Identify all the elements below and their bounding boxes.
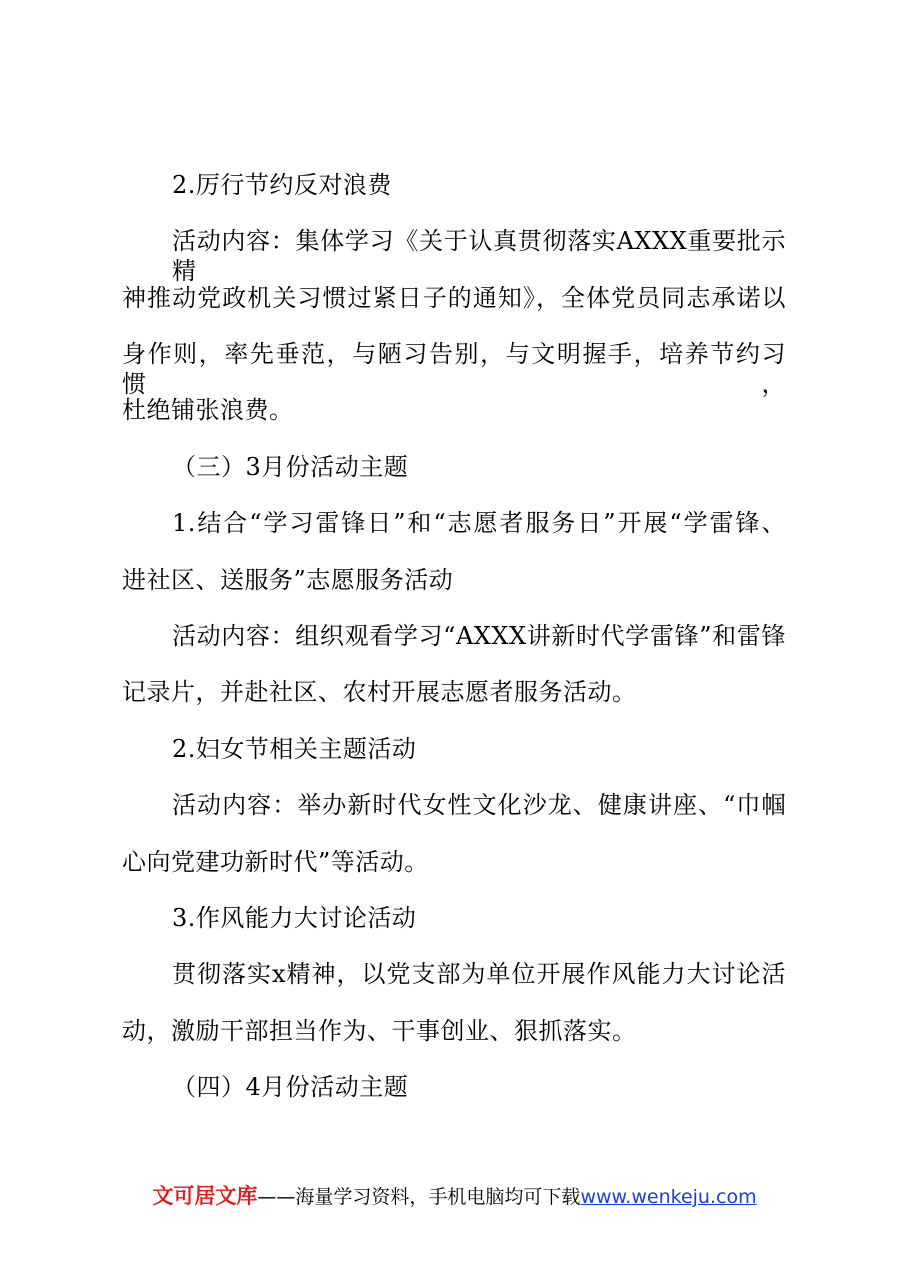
item-heading-volunteer-cont: 进社区、送服务”志愿服务活动 bbox=[122, 566, 454, 594]
footer-link[interactable]: www.wenkeju.com bbox=[580, 1186, 757, 1208]
item-heading-womens-day: 2.妇女节相关主题活动 bbox=[172, 735, 417, 763]
paragraph-line: 动，激励干部担当作为、干事创业、狠抓落实。 bbox=[122, 1017, 637, 1045]
paragraph-line: 记录片，并赴社区、农村开展志愿者服务活动。 bbox=[122, 678, 637, 706]
footer-banner bbox=[0, 1182, 909, 1211]
paragraph-line: 贯彻落实x精神，以党支部为单位开展作风能力大讨论活 bbox=[172, 960, 786, 988]
section-heading-april: （四）4月份活动主题 bbox=[172, 1073, 409, 1101]
paragraph-line: 身作则，率先垂范，与陋习告别，与文明握手，培养节约习惯， bbox=[122, 340, 786, 398]
footer-slogan: ——海量学习资料，手机电脑均可下载 bbox=[257, 1186, 581, 1208]
footer-brand: 文可居文库 bbox=[152, 1184, 258, 1208]
section-heading-march: （三）3月份活动主题 bbox=[172, 453, 409, 481]
paragraph-line: 心向党建功新时代”等活动。 bbox=[122, 848, 429, 876]
paragraph-line: 活动内容：集体学习《关于认真贯彻落实AXXX重要批示精 bbox=[172, 227, 786, 285]
item-heading-volunteer: 1.结合“学习雷锋日”和“志愿者服务日”开展“学雷锋、 bbox=[172, 509, 786, 537]
item-heading-frugality: 2.厉行节约反对浪费 bbox=[172, 171, 392, 199]
paragraph-line: 活动内容：组织观看学习“AXXX讲新时代学雷锋”和雷锋 bbox=[172, 622, 786, 650]
item-heading-work-style: 3.作风能力大讨论活动 bbox=[172, 904, 417, 932]
paragraph-line: 杜绝铺张浪费。 bbox=[122, 396, 294, 424]
paragraph-line: 神推动党政机关习惯过紧日子的通知》，全体党员同志承诺以 bbox=[122, 284, 786, 312]
paragraph-line: 活动内容：举办新时代女性文化沙龙、健康讲座、“巾帼 bbox=[172, 791, 786, 819]
